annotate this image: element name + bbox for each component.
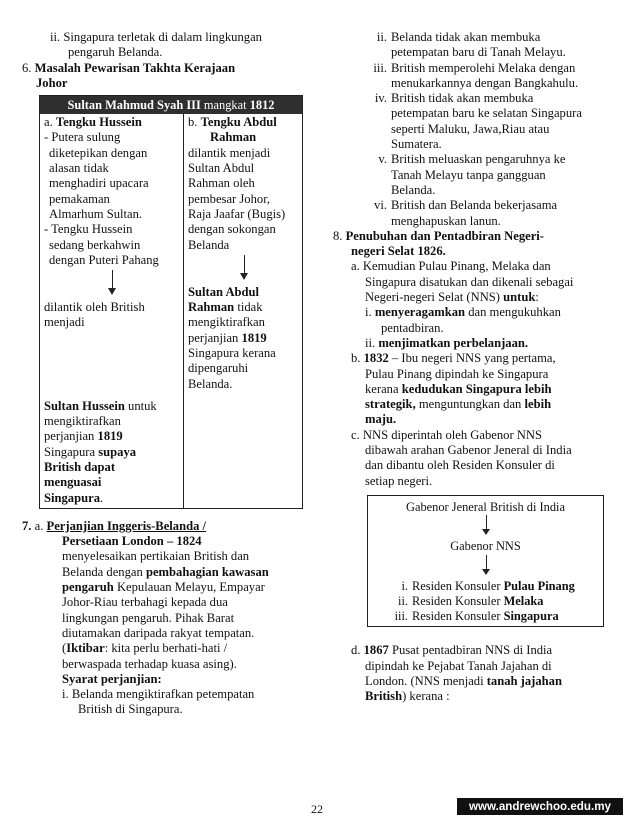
right-column bbox=[333, 30, 623, 705]
arrow-down-icon bbox=[368, 555, 603, 579]
page-number: 22 bbox=[311, 802, 323, 816]
resident-councillor-item: iii. Residen Konsuler Singapura bbox=[394, 609, 559, 624]
section-8b: b. 1832 – Ibu negeri NNS yang pertama, Pulau Pinang dipindah ke Singapura kerana kedudukan Singapura lebih strategik, menguntungkan dan lebih maju. bbox=[351, 351, 556, 427]
left-column bbox=[22, 30, 304, 718]
administration-hierarchy-diagram: Gabenor Jeneral British di India Gabenor NNS i. Residen Konsuler Pulau Pinang ii. Residen Konsuler Melaka iii. Residen Konsuler Singapura bbox=[367, 495, 604, 627]
arrow-down-icon bbox=[188, 255, 299, 281]
resident-councillor-item: i. Residen Konsuler Pulau Pinang bbox=[401, 578, 575, 593]
section-7-heading: 7. a. Perjanjian Inggeris-Belanda / Persetiaan London – 1824 bbox=[22, 518, 207, 549]
treaty-term-item: vi. British dan Belanda bekerjasama menghapuskan lanun. bbox=[374, 198, 558, 228]
section-8d: d. 1867 Pusat pentadbiran NNS di India dipindah ke Pejabat Tanah Jajahan di London. (NNS menjadi tanah jajahan British) kerana : bbox=[351, 643, 562, 704]
succession-table bbox=[39, 95, 303, 509]
arrow-down-icon bbox=[368, 515, 603, 539]
resident-councillor-list bbox=[368, 579, 603, 625]
section-8c: c. NNS diperintah oleh Gabenor NNS dibawah arahan Gabenor Jeneral di India dan dibantu oleh Residen Konsuler di setiap negeri. bbox=[351, 427, 572, 488]
resident-councillor-item: ii. Residen Konsuler Melaka bbox=[398, 593, 544, 608]
tengku-hussein-column: a. Tengku Hussein - Putera sulung diketepikan dengan alasan tidak menghadiri upacara pemakaman Almarhum Sultan. - Tengku Hussein sedang berkahwin dengan Puteri Pahang dilantik oleh British menjadi Sultan Hussein untuk mengiktirafkan perjanjian 1819 Singapura supaya British dapat menguasai Singapura. bbox=[40, 114, 184, 508]
treaty-term-item: v. British meluaskan pengaruhnya ke Tanah Melayu tanpa gangguan Belanda. bbox=[378, 152, 566, 197]
treaty-term-item: iv. British tidak akan membuka petempatan baru ke selatan Singapura seperti Maluku, Jawa,Riau atau Sumatera. bbox=[374, 91, 582, 152]
website-url: www.andrewchoo.edu.my bbox=[457, 798, 623, 815]
section-8a: a. Kemudian Pulau Pinang, Melaka dan Singapura disatukan dan dikenali sebagai Negeri-negeri Selat (NNS) untuk: i. menyeragamkan dan mengukuhkan pentadbiran. ii. menjimatkan perbelanjaan. bbox=[351, 259, 574, 350]
tengku-abdul-rahman-column: b. Tengku Abdul Rahman dilantik menjadi Sultan Abdul Rahman oleh pembesar Johor, Raja Jaafar (Bugis) dengan sokongan Belanda Sultan Abdul Rahman tidak mengiktirafkan perjanjian 1819 Singapura kerana dipengaruhi Belanda. bbox=[184, 114, 302, 508]
treaty-term-item: iii. British memperolehi Melaka dengan menukarkannya dengan Bangkahulu. bbox=[373, 60, 579, 90]
section-8-heading: 8. Penubuhan dan Pentadbiran Negeri- negeri Selat 1826. bbox=[333, 228, 544, 259]
point-ii-singapura: ii. Singapura terletak di dalam lingkungan pengaruh Belanda. bbox=[50, 30, 262, 60]
section-7-body: menyelesaikan pertikaian British dan Belanda dengan pembahagian kawasan pengaruh Kepulauan Melayu, Empayar Johor-Riau terbahagi kepada dua lingkungan pengaruh. Pihak Barat diutamakan daripada rakyat tempatan. (Iktibar: kita perlu berhati-hati / berwaspada terhadap kuasa asing). Syarat perjanjian: i. Belanda mengiktirafkan petempatan British di Singapura. bbox=[62, 549, 269, 717]
section-6-heading: 6. Masalah Pewarisan Takhta Kerajaan Johor bbox=[22, 60, 236, 90]
table-header: Sultan Mahmud Syah III mangkat 1812 bbox=[40, 96, 302, 114]
arrow-down-icon bbox=[44, 270, 180, 296]
treaty-terms-list bbox=[333, 30, 623, 229]
treaty-term-item: ii. Belanda tidak akan membuka petempatan baru di Tanah Melayu. bbox=[376, 30, 566, 60]
